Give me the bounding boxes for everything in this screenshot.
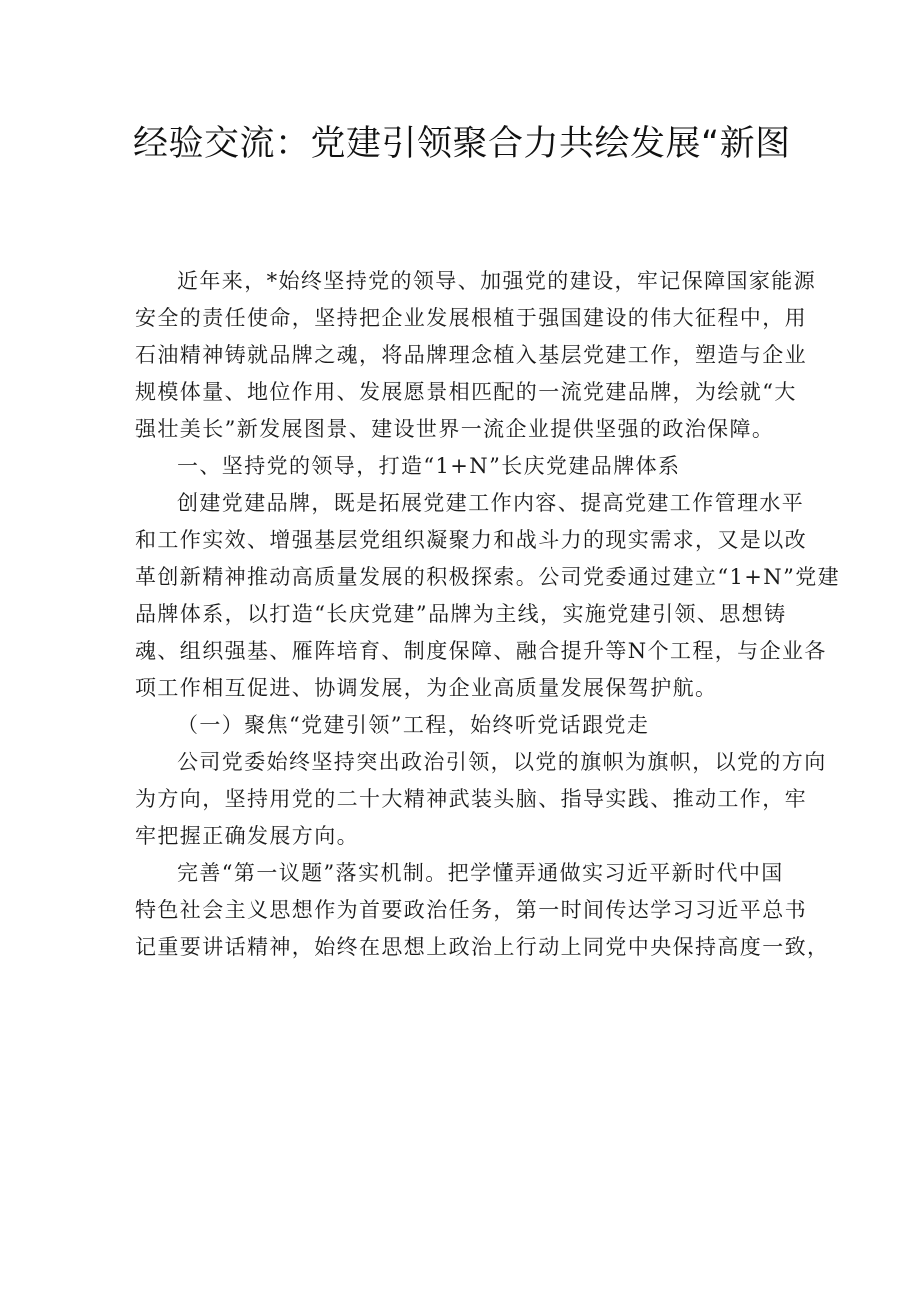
text-line: 安全的责任使命，坚持把企业发展根植于强国建设的伟大征程中，用: [135, 306, 807, 330]
text-line: 品牌体系，以打造“长庆党建”品牌为主线，实施党建引领、思想铸: [135, 602, 787, 626]
text-line: 特色社会主义思想作为首要政治任务，第一时间传达学习习近平总书: [135, 898, 807, 922]
text-line: 石油精神铸就品牌之魂，将品牌理念植入基层党建工作，塑造与企业: [135, 343, 807, 367]
body-paragraph: [135, 485, 841, 707]
document-title: 经验交流：党建引领聚合力共绘发展“新图: [133, 124, 791, 164]
text-line: 为方向，坚持用党的二十大精神武装头脑、指导实践、推动工作，牢: [135, 787, 807, 811]
text-line: 和工作实效、增强基层党组织凝聚力和战斗力的现实需求，又是以改: [135, 528, 807, 552]
text-line: 强壮美长”新发展图景、建设世界一流企业提供坚强的政治保障。: [135, 417, 775, 441]
body-paragraph: [135, 263, 817, 448]
text-line: 革创新精神推动高质量发展的积极探索。公司党委通过建立“1+N”党建: [135, 565, 841, 589]
section-heading: [135, 448, 785, 485]
body-paragraph: [135, 855, 830, 966]
text-line: 魂、组织强基、雁阵培育、制度保障、融合提升等N个工程，与企业各: [135, 639, 827, 663]
text-line: 项工作相互促进、协调发展，为企业高质量发展保驾护航。: [135, 676, 718, 700]
text-line: 一、坚持党的领导，打造“1+N”长庆党建品牌体系: [177, 454, 681, 478]
body-paragraph: [135, 744, 827, 855]
text-line: 近年来，*始终坚持党的领导、加强党的建设，牢记保障国家能源: [177, 269, 817, 293]
text-line: 公司党委始终坚持突出政治引领，以党的旗帜为旗帜，以党的方向: [177, 750, 827, 774]
subsection-heading: [135, 707, 785, 744]
text-line: 牢把握正确发展方向。: [135, 824, 359, 848]
text-line: 规模体量、地位作用、发展愿景相匹配的一流党建品牌，为绘就“大: [135, 380, 797, 404]
text-line: 记重要讲话精神，始终在思想上政治上行动上同党中央保持高度一致，: [135, 935, 830, 959]
document-body: [135, 263, 841, 966]
text-line: （一）聚焦“党建引领”工程，始终听党话跟党走: [177, 713, 650, 737]
text-line: 完善“第一议题”落实机制。把学懂弄通做实习近平新时代中国: [177, 861, 784, 885]
text-line: 创建党建品牌，既是拓展党建工作内容、提高党建工作管理水平: [177, 491, 805, 515]
